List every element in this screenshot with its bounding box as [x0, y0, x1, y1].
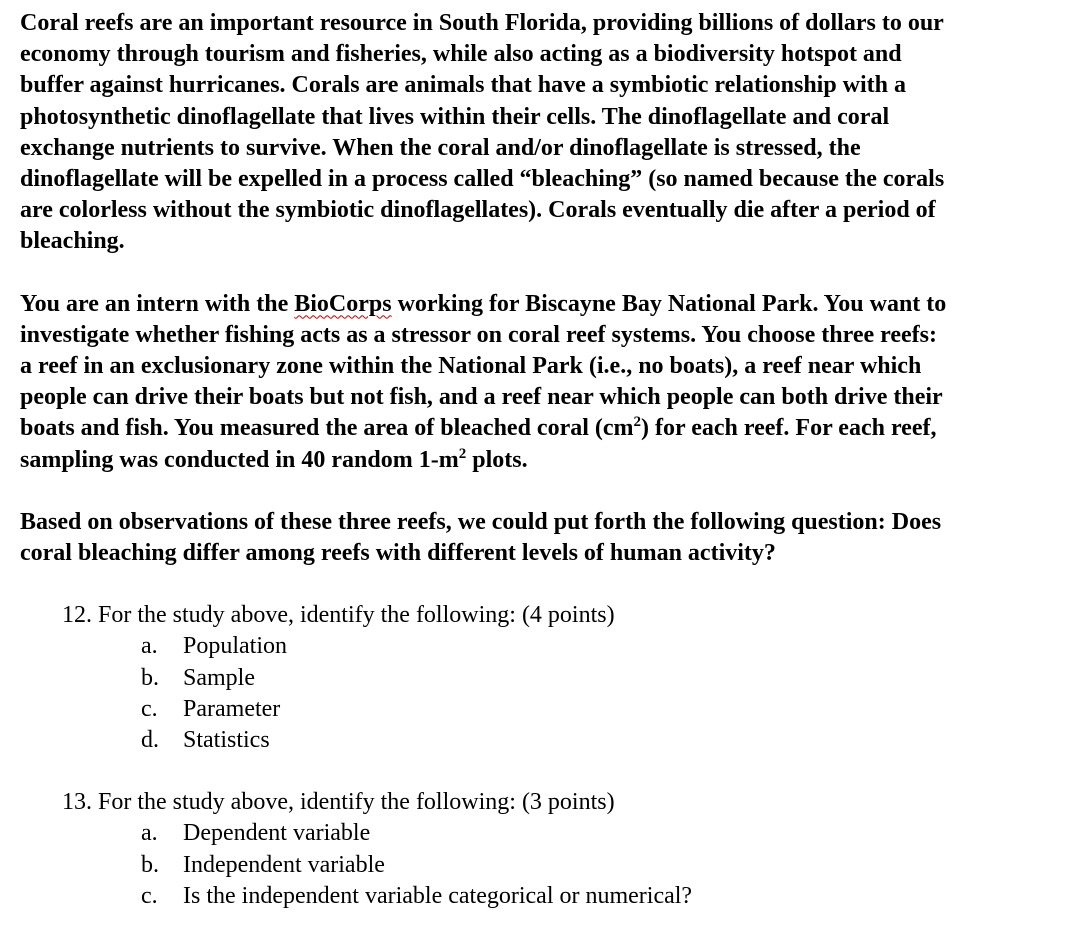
item-letter: c. — [141, 695, 158, 722]
superscript: 2 — [458, 445, 467, 462]
item-letter: a. — [141, 633, 158, 660]
question-12 — [62, 600, 1084, 756]
text-line: exchange nutrients to survive. When the coral and/or dinoflagellate is stressed, the — [20, 134, 861, 161]
text-line: Coral reefs are an important resource in South Florida, providing billions of dollars to our — [20, 10, 944, 36]
intro-paragraph — [20, 8, 1084, 258]
list-item — [141, 850, 1084, 881]
list-item — [141, 818, 1084, 849]
item-text: Population — [183, 633, 288, 660]
question-items — [62, 818, 1084, 912]
research-question-paragraph — [20, 507, 1084, 569]
text-fragment: sampling was conducted in 40 random 1-m — [20, 446, 459, 473]
document-page — [20, 8, 1084, 912]
text-line: investigate whether fishing acts as a stressor on coral reef systems. You choose three reefs: — [20, 321, 937, 348]
text-line: bleaching. — [20, 228, 125, 255]
question-13 — [62, 787, 1084, 912]
list-item — [141, 881, 1084, 912]
text-fragment: ) for each reef. For each reef, — [641, 415, 937, 442]
spellcheck-flagged-word[interactable]: BioCorps — [294, 290, 392, 317]
text-line: are colorless without the symbiotic dinoflagellates). Corals eventually die after a period of — [20, 197, 936, 224]
text-line: Based on observations of these three reefs, we could put forth the following question: Does — [20, 508, 942, 535]
item-text: Parameter — [183, 695, 281, 722]
item-letter: b. — [141, 664, 159, 691]
item-letter: d. — [141, 727, 159, 754]
question-stem: 13. For the study above, identify the following: (3 points) — [62, 789, 615, 816]
text-line: a reef in an exclusionary zone within the National Park (i.e., no boats), a reef near which — [20, 353, 922, 380]
item-text: Independent variable — [183, 851, 385, 878]
item-letter: a. — [141, 820, 158, 847]
text-line — [20, 445, 1084, 476]
text-line: dinoflagellate will be expelled in a process called “bleaching” (so named because the corals — [20, 166, 945, 193]
text-line: photosynthetic dinoflagellate that lives within their cells. The dinoflagellate and coral — [20, 103, 890, 130]
text-fragment: boats and fish. You measured the area of bleached coral (cm — [20, 415, 634, 442]
item-text: Statistics — [183, 727, 270, 754]
scenario-paragraph — [20, 289, 1084, 476]
text-line: buffer against hurricanes. Corals are animals that have a symbiotic relationship with a — [20, 72, 907, 99]
text-line: people can drive their boats but not fish, and a reef near which people can both drive their — [20, 384, 943, 411]
superscript: 2 — [633, 414, 642, 431]
item-text: Dependent variable — [183, 820, 371, 847]
list-item — [141, 694, 1084, 725]
text-line — [20, 413, 1084, 444]
list-item — [141, 631, 1084, 662]
text-line — [20, 289, 1084, 320]
list-item — [141, 663, 1084, 694]
text-fragment: working for Biscayne Bay National Park. You want to — [391, 290, 947, 317]
item-letter: b. — [141, 851, 159, 878]
item-letter: c. — [141, 882, 158, 909]
text-line: coral bleaching differ among reefs with different levels of human activity? — [20, 540, 776, 567]
text-fragment: You are an intern with the — [20, 290, 295, 317]
item-text: Sample — [183, 664, 255, 691]
text-line: economy through tourism and fisheries, while also acting as a biodiversity hotspot and — [20, 41, 902, 68]
text-fragment: plots. — [466, 446, 528, 473]
question-stem: 12. For the study above, identify the following: (4 points) — [62, 602, 615, 629]
list-item — [141, 725, 1084, 756]
question-items — [62, 631, 1084, 756]
item-text: Is the independent variable categorical or numerical? — [183, 882, 693, 909]
